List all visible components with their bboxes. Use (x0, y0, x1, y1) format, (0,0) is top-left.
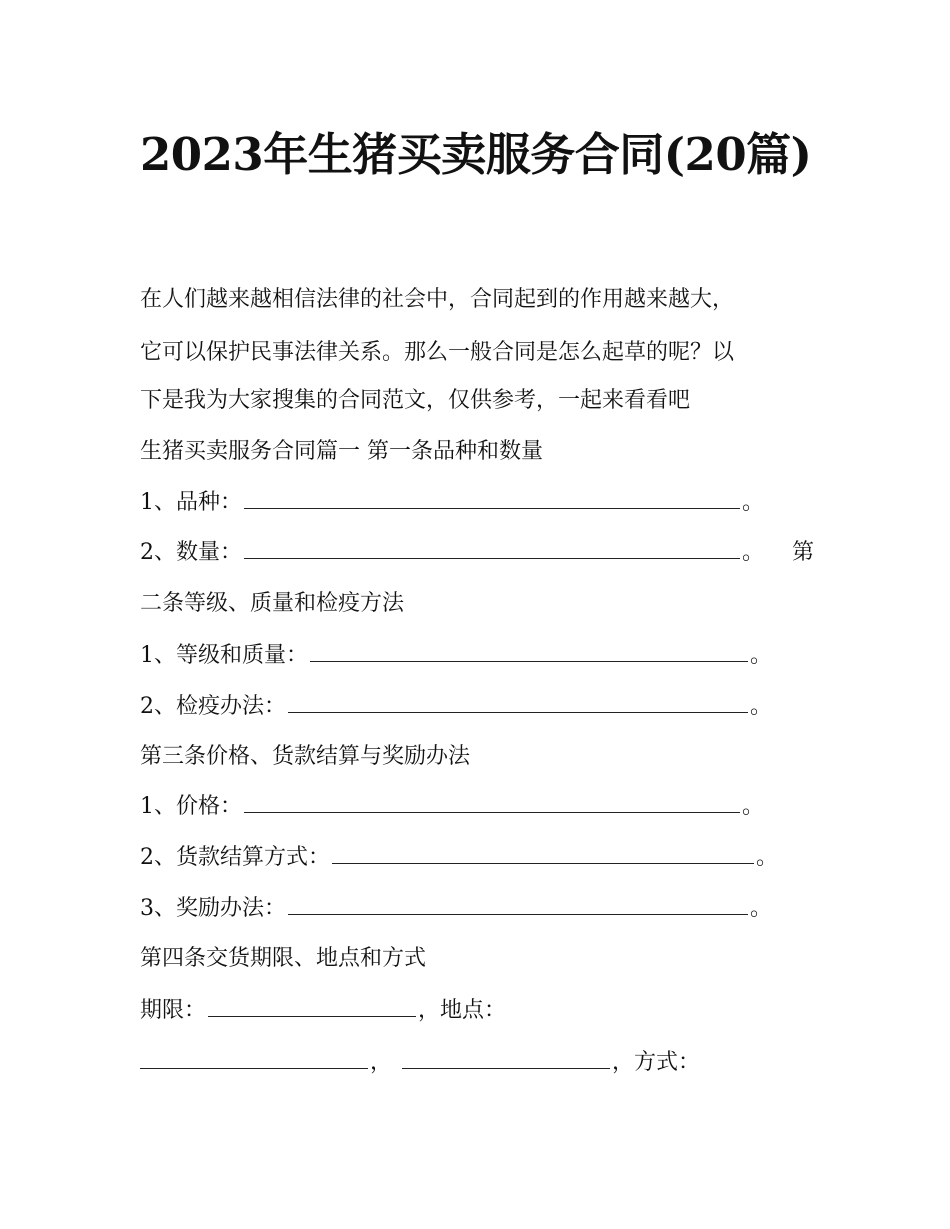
settlement-row (140, 843, 778, 873)
method-label: ，方式： (612, 1050, 701, 1075)
quarantine-blank[interactable] (288, 692, 748, 713)
variety-period: 。 (742, 490, 765, 515)
location-label: ，地点： (418, 998, 507, 1023)
intro-line-1: 在人们越来越相信法律的社会中，合同起到的作用越来越大， (140, 287, 735, 312)
settlement-blank[interactable] (332, 843, 754, 864)
grade-period: 。 (750, 643, 773, 668)
quantity-row (140, 538, 814, 568)
quarantine-row (140, 692, 772, 722)
location-blank[interactable] (140, 1048, 368, 1069)
deadline-row (140, 996, 506, 1026)
section-4-heading: 第四条交货期限、地点和方式 (140, 946, 427, 971)
settlement-period: 。 (756, 845, 779, 870)
section-2-heading-start: 第 (792, 540, 815, 565)
intro-line-3: 下是我为大家搜集的合同范文，仅供参考，一起来看看吧 (140, 388, 691, 413)
variety-label: 1、品种： (140, 490, 242, 515)
price-blank[interactable] (244, 792, 740, 813)
quantity-blank[interactable] (244, 538, 740, 559)
intro-line-2: 它可以保护民事法律关系。那么一般合同是怎么起草的呢？以 (140, 340, 735, 365)
quantity-label: 2、数量： (140, 540, 242, 565)
quarantine-label: 2、检疫办法： (140, 694, 286, 719)
price-period: 。 (742, 794, 765, 819)
price-label: 1、价格： (140, 794, 242, 819)
settlement-label: 2、货款结算方式： (140, 845, 330, 870)
document-title: 2023年生猪买卖服务合同(20篇) (140, 128, 812, 181)
variety-row (140, 488, 764, 518)
price-row (140, 792, 764, 822)
variety-blank[interactable] (244, 488, 740, 509)
grade-label: 1、等级和质量： (140, 643, 308, 668)
grade-blank[interactable] (310, 641, 748, 662)
deadline-blank[interactable] (208, 996, 416, 1017)
location-comma: ， (370, 1050, 393, 1075)
section-1-heading: 生猪买卖服务合同篇一 第一条品种和数量 (140, 439, 543, 464)
quarantine-period: 。 (750, 694, 773, 719)
reward-period: 。 (750, 896, 773, 921)
location-detail-blank[interactable] (402, 1048, 610, 1069)
location-method-row (140, 1048, 700, 1078)
section-3-heading: 第三条价格、货款结算与奖励办法 (140, 744, 471, 769)
reward-blank[interactable] (288, 894, 748, 915)
grade-row (140, 641, 772, 671)
quantity-period: 。 (742, 540, 765, 565)
reward-row (140, 894, 772, 924)
deadline-label: 期限： (140, 998, 207, 1023)
reward-label: 3、奖励办法： (140, 896, 286, 921)
section-2-heading: 二条等级、质量和检疫方法 (140, 591, 405, 616)
